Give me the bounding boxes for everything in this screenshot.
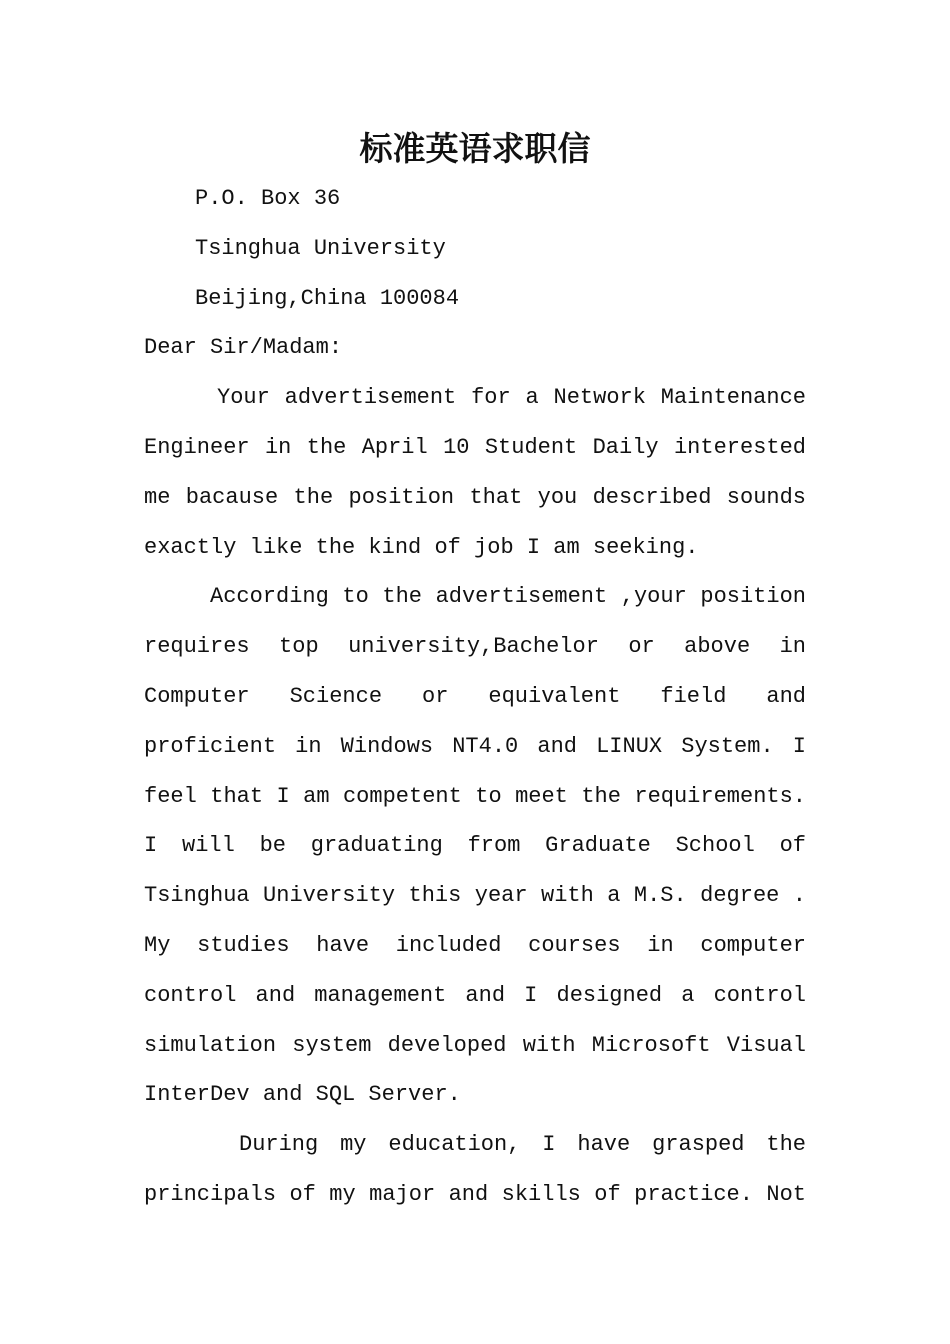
salutation: Dear Sir/Madam: [144, 335, 343, 361]
address-line-po-box: P.O. Box 36 [195, 186, 341, 211]
sender-address [144, 174, 806, 323]
paragraph-3: During my education, I have grasped the principals of my major and skills of practice. Not [144, 1132, 806, 1207]
document-title: 标准英语求职信 [359, 129, 591, 168]
address-line-city: Beijing,China 100084 [195, 285, 460, 311]
address-line-university: Tsinghua University [195, 235, 446, 261]
letter-body [144, 174, 806, 1220]
paragraph-2: According to the advertisement ,your position requires top university,Bachelor or above in Computer Science or equivalent field and proficient in Windows NT4.0 and LINUX System. I feel that I am competent to meet the requirements. I will be graduating from Graduate School of Tsinghua University this year with a M.S. degree . My studies have included courses in computer control and management and I designed a control simulation system developed with Microsoft Visual InterDev and SQL Server. [144, 584, 806, 1108]
paragraph-1: Your advertisement for a Network Maintenance Engineer in the April 10 Student Daily interested me bacause the position that you described sounds exactly like the kind of job I am seeking. [144, 385, 806, 560]
